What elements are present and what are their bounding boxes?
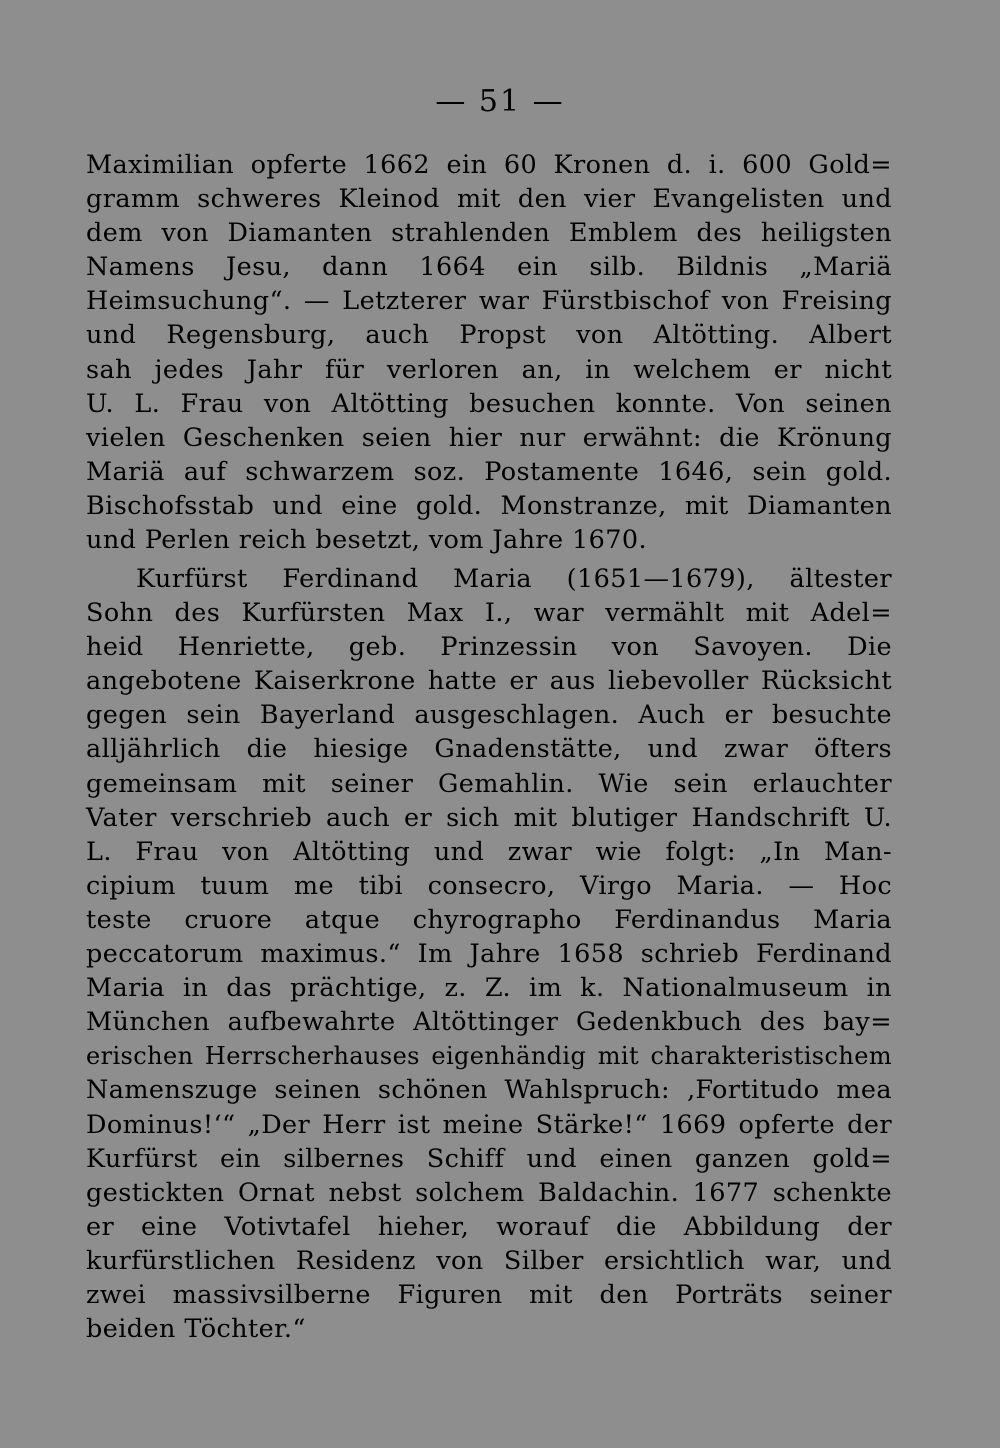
text-line: er eine Votivtafel hieher, worauf die Abbildung der	[86, 1211, 892, 1242]
text-line: vielen Geschenken seien hier nur erwähnt: die Krönung	[86, 422, 892, 453]
text-line: Bischofsstab und eine gold. Monstranze, mit Diamanten	[86, 490, 892, 521]
text-line: Maria in das prächtige, z. Z. im k. Nationalmuseum in	[86, 973, 892, 1004]
text-line: Kurfürst Ferdinand Maria (1651—1679), ältester	[136, 564, 892, 594]
text-line: peccatorum maximus.“ Im Jahre 1658 schrieb Ferdinand	[86, 939, 892, 970]
text-line: gemeinsam mit seiner Gemahlin. Wie sein erlauchter	[86, 768, 892, 799]
text-line: cipium tuum me tibi consecro, Virgo Maria. — Hoc	[86, 870, 892, 901]
text-line: und Perlen reich besetzt, vom Jahre 1670.	[86, 525, 648, 556]
text-line: Maximilian opferte 1662 ein 60 Kronen d. i. 600 Gold=	[86, 150, 892, 180]
text-line: alljährlich die hiesige Gnadenstätte, und zwar öfters	[86, 734, 892, 765]
paragraph-ferdinand-maria	[86, 562, 892, 1346]
text-line: gegen sein Bayerland ausgeschlagen. Auch er besuchte	[86, 700, 892, 731]
text-line: kurfürstlichen Residenz von Silber ersichtlich war, und	[86, 1245, 892, 1276]
text-line: Vater verschrieb auch er sich mit blutiger Handschrift U.	[86, 802, 892, 833]
text-line: München aufbewahrte Altöttinger Gedenkbuch des bay=	[86, 1007, 892, 1038]
text-line: Heimsuchung“. — Letzterer war Fürstbischof von Freising	[86, 286, 892, 317]
text-line: beiden Töchter.“	[86, 1314, 306, 1345]
text-line: angebotene Kaiserkrone hatte er aus liebevoller Rücksicht	[86, 666, 892, 697]
text-line: Kurfürst ein silbernes Schiff und einen ganzen gold=	[86, 1143, 892, 1174]
text-line: L. Frau von Altötting und zwar wie folgt: „In Man-	[86, 836, 892, 867]
text-line: heid Henriette, geb. Prinzessin von Savoyen. Die	[86, 632, 892, 663]
text-line: zwei massivsilberne Figuren mit den Porträts seiner	[86, 1279, 892, 1310]
paragraph-maximilian	[86, 148, 892, 557]
text-line: und Regensburg, auch Propst von Altötting. Albert	[86, 320, 892, 351]
text-line: gestickten Ornat nebst solchem Baldachin. 1677 schenkte	[86, 1177, 892, 1208]
text-line: sah jedes Jahr für verloren an, in welchem er nicht	[86, 354, 892, 385]
text-line: Mariä auf schwarzem soz. Postamente 1646, sein gold.	[86, 456, 892, 487]
text-line: erischen Herrscherhauses eigenhändig mit charakteristischem	[86, 1042, 892, 1071]
text-line: teste cruore atque chyrographo Ferdinandus Maria	[86, 904, 892, 935]
text-line: U. L. Frau von Altötting besuchen konnte. Von seinen	[86, 388, 892, 419]
text-line: Sohn des Kurfürsten Max I., war vermählt mit Adel=	[86, 598, 892, 629]
text-line: dem von Diamanten strahlenden Emblem des heiligsten	[86, 218, 892, 249]
text-line: Namens Jesu, dann 1664 ein silb. Bildnis „Mariä	[86, 252, 892, 283]
page-number: — 51 —	[435, 84, 565, 119]
text-line: Dominus!‘“ „Der Herr ist meine Stärke!“ 1669 opferte der	[86, 1109, 892, 1140]
text-line: gramm schweres Kleinod mit den vier Evangelisten und	[86, 184, 892, 215]
text-line: Namenszuge seinen schönen Wahlspruch: ‚Fortitudo mea	[86, 1075, 892, 1106]
